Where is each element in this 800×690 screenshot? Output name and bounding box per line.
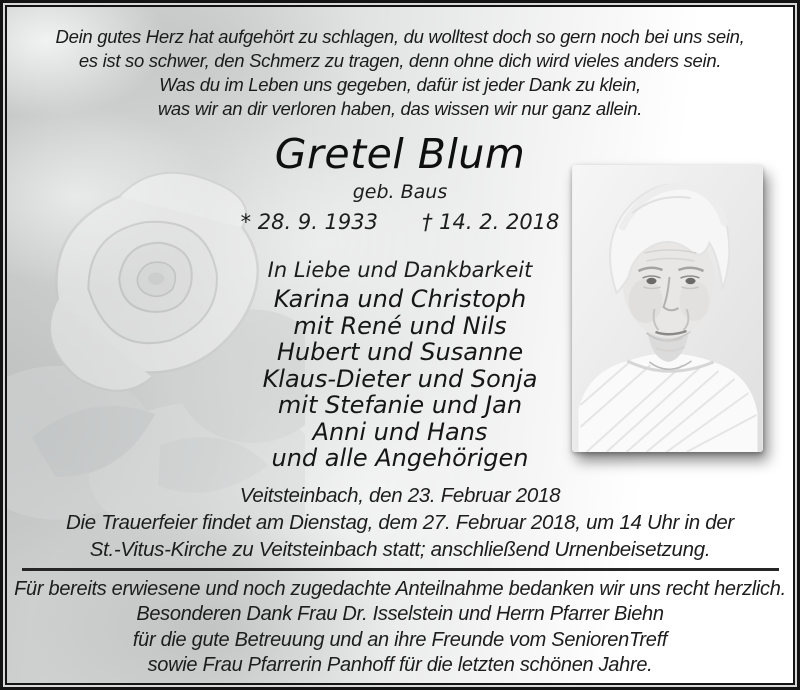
- thanks-line: Besonderen Dank Frau Dr. Isselstein und Herrn Pfarrer Biehn: [136, 603, 664, 626]
- funeral-info: [7, 510, 793, 563]
- poem-line: was wir an dir verloren haben, das wissen wir nur ganz allein.: [157, 98, 643, 119]
- maiden-name: geb. Baus: [352, 181, 448, 203]
- frame-inner-line: [5, 5, 795, 685]
- mourner-line: Anni und Hans: [312, 417, 488, 446]
- thanks-line: für die gute Betreuung und an ihre Freunde vom SeniorenTreff: [132, 628, 668, 651]
- divider-rule: [22, 568, 779, 571]
- frame-light-line: [3, 3, 797, 687]
- thanks-line: sowie Frau Pfarrerin Panhoff für die letzten schönen Jahre.: [147, 653, 653, 676]
- deceased-name: Gretel Blum: [274, 130, 526, 178]
- poem-line: es ist so schwer, den Schmerz zu tragen, denn ohne dich wird vieles anders sein.: [78, 50, 722, 71]
- birth-date: * 28. 9. 1933: [240, 210, 378, 234]
- mourner-line: Karina und Christoph: [273, 285, 527, 313]
- mourner-line: und alle Angehörigen: [271, 444, 529, 472]
- funeral-dateline: Veitsteinbach, den 23. Februar 2018: [239, 484, 561, 507]
- poem-line: Was du im Leben uns gegeben, dafür ist jeder Dank zu klein,: [159, 74, 641, 95]
- death-date: † 14. 2. 2018: [422, 210, 560, 234]
- notice-background: [7, 7, 793, 683]
- mourner-line: Hubert und Susanne: [276, 338, 524, 366]
- thanks-line: Für bereits erwiesene und noch zugedachte Anteilnahme bedanken wir uns recht herzlich.: [14, 578, 786, 600]
- mourner-line: Klaus-Dieter und Sonja: [262, 364, 538, 393]
- tribute-intro: In Liebe und Dankbarkeit: [267, 258, 533, 282]
- portrait-illustration: [572, 165, 763, 452]
- portrait-photo: [572, 165, 763, 452]
- thanks-text: [7, 577, 793, 678]
- funeral-info-line: St.-Vitus-Kirche zu Veitsteinbach statt; anschließend Urnenbeisetzung.: [89, 537, 711, 561]
- poem-line: Dein gutes Herz hat aufgehört zu schlagen, du wolltest doch so gern noch bei uns sein,: [55, 26, 745, 47]
- mourner-line: mit René und Nils: [293, 311, 507, 340]
- funeral-info-line: Die Trauerfeier findet am Dienstag, dem 27. Februar 2018, um 14 Uhr in der: [66, 511, 734, 534]
- memorial-poem: [7, 25, 793, 121]
- mourner-line: mit Stefanie und Jan: [277, 391, 523, 419]
